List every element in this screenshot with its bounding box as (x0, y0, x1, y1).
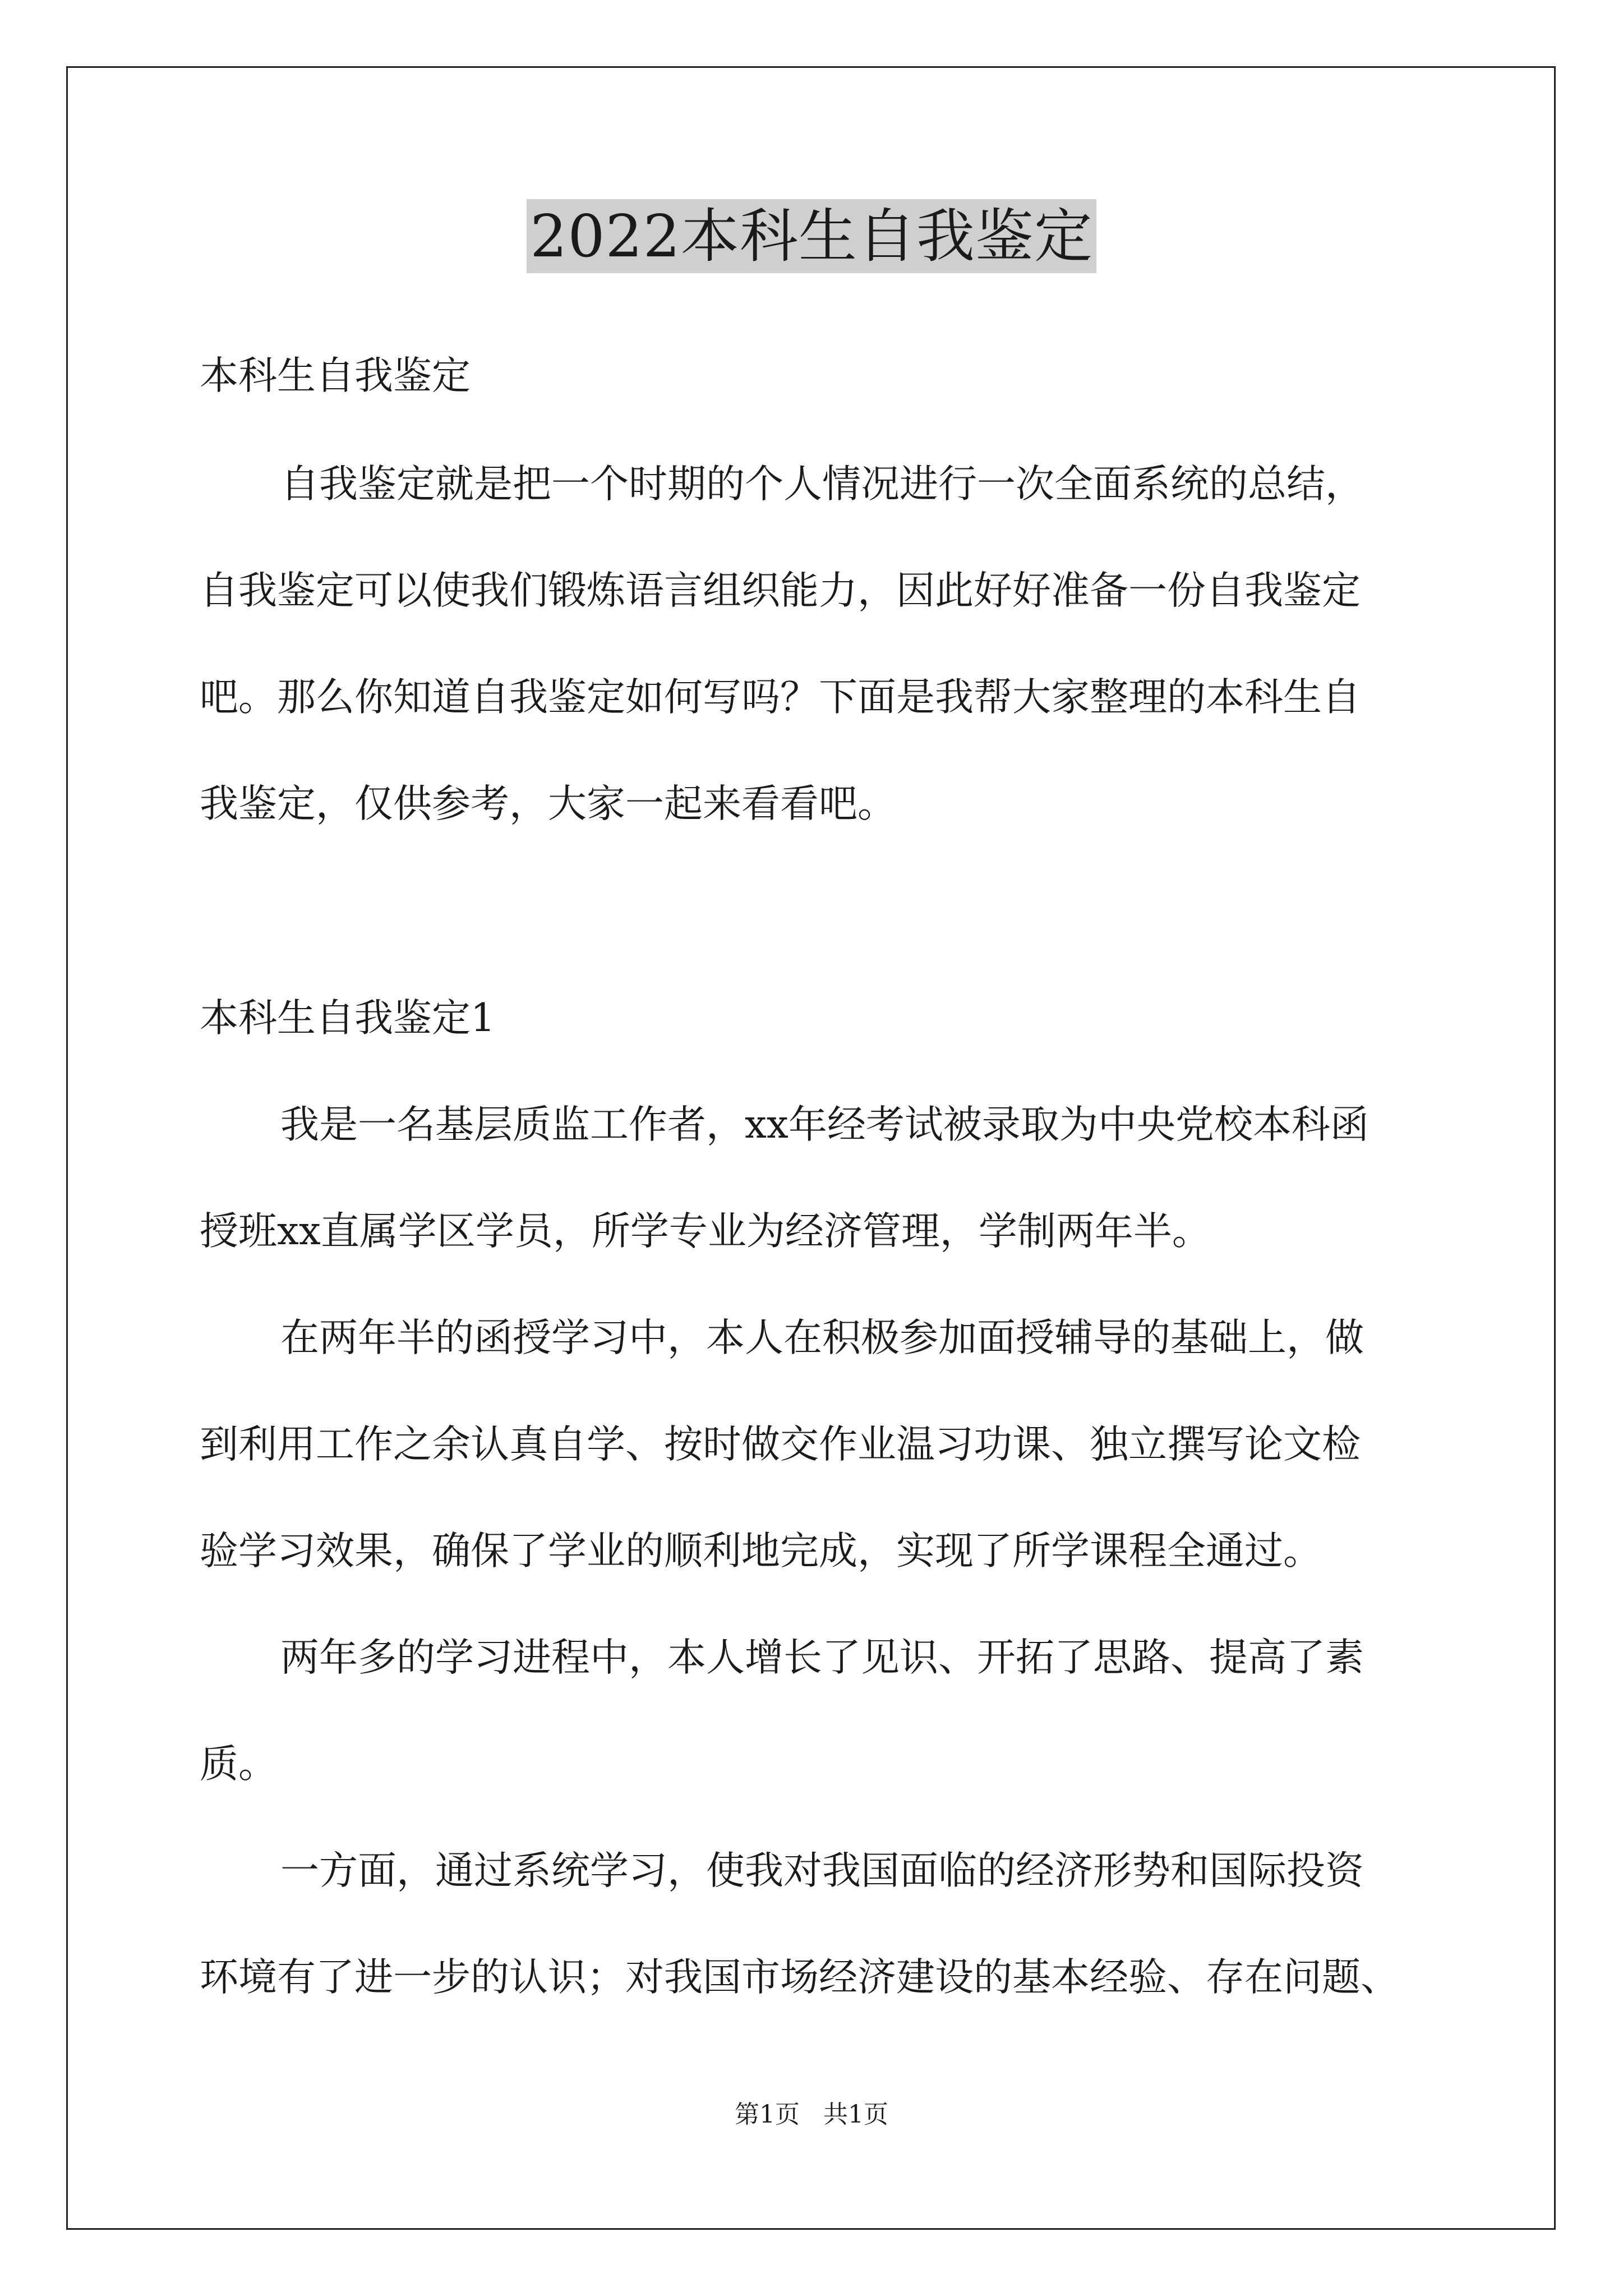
paragraph-line: 自我鉴定就是把一个时期的个人情况进行一次全面系统的总结， (280, 462, 1364, 507)
paragraph-line: 自我鉴定可以使我们锻炼语言组织能力，因此好好准备一份自我鉴定 (200, 568, 1361, 613)
paragraph-line: 到利用工作之余认真自学、按时做交作业温习功课、独立撰写论文检 (200, 1422, 1361, 1467)
paragraph-line: 验学习效果，确保了学业的顺利地完成，实现了所学课程全通过。 (200, 1529, 1322, 1573)
paragraph-line: 我鉴定，仅供参考，大家一起来看看吧。 (200, 781, 896, 826)
paragraph-line: 吧。那么你知道自我鉴定如何写吗？下面是我帮大家整理的本科生自 (200, 675, 1361, 720)
paragraph-line: 两年多的学习进程中，本人增长了见识、开拓了思路、提高了素 (280, 1635, 1364, 1680)
paragraph-line: 在两年半的函授学习中，本人在积极参加面授辅导的基础上，做 (280, 1315, 1364, 1360)
title-container (0, 199, 1623, 273)
section-heading-intro: 本科生自我鉴定 (200, 353, 471, 398)
paragraph-line: 环境有了进一步的认识；对我国市场经济建设的基本经验、存在问题、 (200, 1955, 1399, 2000)
paragraph-line: 授班xx直属学区学员，所学专业为经济管理，学制两年半。 (200, 1209, 1211, 1254)
page-footer: 第1页 共1页 (735, 2100, 888, 2129)
paragraph-line: 我是一名基层质监工作者，xx年经考试被录取为中央党校本科函 (280, 1102, 1369, 1147)
section-heading-1: 本科生自我鉴定1 (200, 996, 495, 1041)
paragraph-line: 一方面，通过系统学习，使我对我国面临的经济形势和国际投资 (280, 1848, 1364, 1893)
paragraph-line: 质。 (200, 1742, 277, 1787)
document-title: 2022本科生自我鉴定 (527, 199, 1096, 273)
